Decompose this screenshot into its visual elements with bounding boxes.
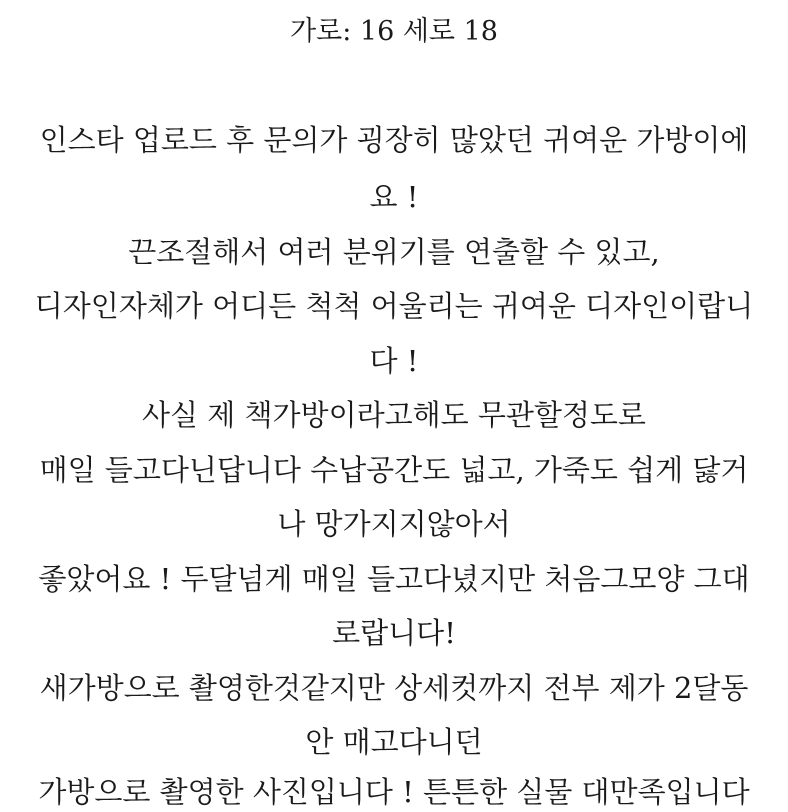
description-line: 가방으로 촬영한 사진입니다 ! 튼튼한 실물 대만족입니다 [38,775,750,809]
description-line: 디자인자체가 어디든 척척 어울리는 귀여운 디자인이랍니 [34,289,754,323]
description-line: 로랍니다! [332,616,456,650]
description-line: 사실 제 책가방이라고해도 무관할정도로 [142,398,646,432]
description-line: 나 망가지지않아서 [277,507,511,541]
description-line: 새가방으로 촬영한것같지만 상세컷까지 전부 제가 2달동 [39,671,749,705]
bag-dimensions: 가로: 16 세로 18 [290,16,498,47]
description-line: 안 매고다니던 [305,725,483,759]
description-line: 매일 들고다닌답니다 수납공간도 넓고, 가죽도 쉽게 닳거 [39,453,749,487]
description-line: 다 ! [369,344,419,378]
description-line: 좋았어요 ! 두달넘게 매일 들고다녔지만 처음그모양 그대 [38,562,750,596]
description-line: 끈조절해서 여러 분위기를 연출할 수 있고, [128,235,660,269]
description-line: 인스타 업로드 후 문의가 굉장히 많았던 귀여운 가방이에 [39,123,749,157]
description-line: 요 ! [369,180,419,214]
